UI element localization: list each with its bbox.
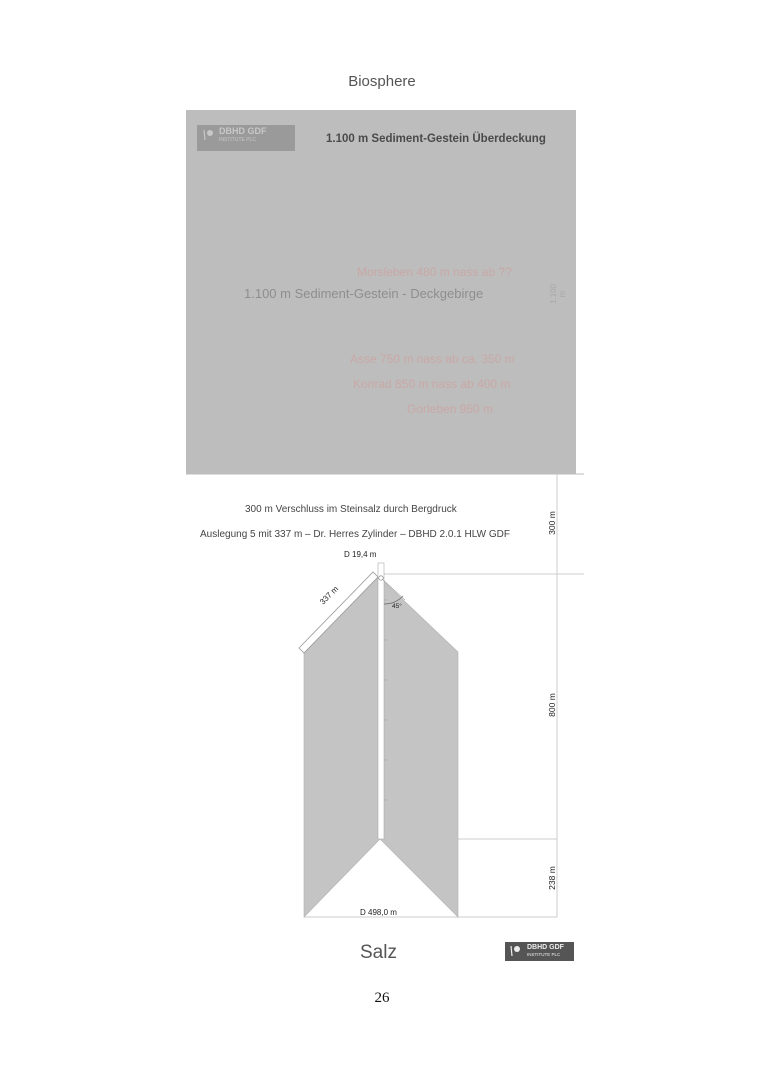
slope-label: 337 m: [318, 584, 341, 607]
page-number: 26: [374, 990, 390, 1006]
dim-300-label: 300 m: [546, 511, 557, 535]
depth-1100-label: 1.100 m: [549, 283, 567, 305]
logo-icon: [509, 945, 521, 957]
logo-line2: INSTITUTE PLC: [527, 952, 561, 957]
central-shaft: [378, 563, 384, 839]
sediment-heading: 1.100 m Sediment-Gestein Überdeckung: [326, 133, 546, 145]
institute-logo-bottom: [505, 942, 574, 961]
salt-label: Salz: [360, 942, 397, 963]
caption-verschluss: 300 m Verschluss im Steinsalz durch Bergdruck: [245, 504, 457, 515]
diameter-top-label: D 19,4 m: [344, 550, 377, 559]
angle-label: 45°: [392, 603, 402, 610]
logo-line1: DBHD GDF: [527, 944, 564, 951]
diameter-bottom-label: D 498,0 m: [360, 908, 397, 917]
logo-line2: INSTITUTE PLC: [219, 137, 256, 143]
shaft-top-marker: [379, 576, 383, 580]
dim-800-label: 800 m: [546, 693, 557, 717]
gorleben-label: Gorleben 950 m: [407, 402, 494, 416]
caption-auslegung: Auslegung 5 mit 337 m – Dr. Herres Zylinder – DBHD 2.0.1 HLW GDF: [200, 529, 510, 540]
asse-label: Asse 750 m nass ab ca. 350 m: [350, 352, 515, 366]
logo-line1: DBHD GDF: [219, 126, 267, 136]
dim-238-label: 238 m: [546, 866, 557, 890]
morsleben-label: Morsleben 480 m nass ab ??: [357, 265, 512, 279]
deckgebirge-label: 1.100 m Sediment-Gestein - Deckgebirge: [244, 286, 484, 301]
page-title: Biosphere: [348, 73, 416, 90]
konrad-label: Konrad 850 m nass ab 400 m: [353, 377, 511, 391]
